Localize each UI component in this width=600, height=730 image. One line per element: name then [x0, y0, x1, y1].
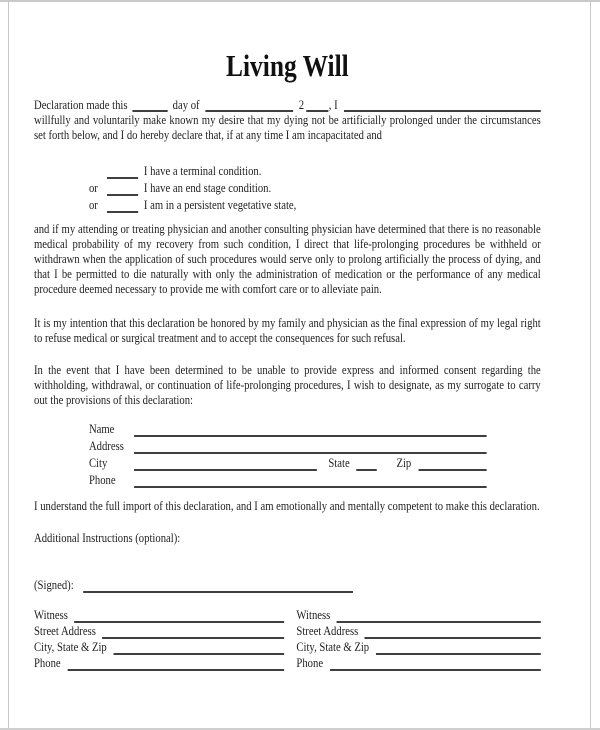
condition-row-vegetative [89, 196, 541, 213]
city-state-zip-label: City, State & Zip [296, 639, 370, 654]
intention-paragraph: It is my intention that this declaration be honored by my family and physician as the final expression of my legal right to refuse medical or surgical treatment and to accept the consequences for such refusal. [34, 315, 541, 345]
condition-row-terminal [89, 162, 541, 179]
witness-blank-line [74, 610, 284, 623]
opening-declaration [34, 97, 541, 142]
witness-phone-label: Phone [296, 655, 324, 670]
witness-block-2 [296, 607, 540, 671]
city-blank-line [134, 458, 317, 471]
condition-label: I have an end stage condition. [143, 180, 272, 195]
witness-blank-line [337, 610, 541, 623]
physician-determination-paragraph: and if my attending or treating physician and another consulting physician have determined that there is no reasonable medical probability of my recovery from such condition, I direct that life-prolonging procedures be withheld or withdrawn when the application of such procedures would serve only to prolong artificially the process of dying, and that I be permitted to die naturally with only the administration of medication or the performance of any medical procedure deemed necessary to provide me with comfort care or to alleviate pain. [34, 221, 541, 296]
address-blank-line [134, 441, 487, 454]
condition-or-text: or [88, 197, 98, 212]
year-blank-line [307, 99, 329, 112]
condition-initial-blank [107, 200, 138, 213]
street-address-blank-line [102, 626, 284, 639]
witness-phone-row [296, 655, 540, 671]
witness-city-state-zip-row [34, 639, 284, 655]
name-blank-line [134, 424, 487, 437]
surrogate-designation-paragraph: In the event that I have been determined to be unable to provide express and informed consent regarding the withholding, withdrawal, or continuation of life-prolonging procedures, I wish to designate, as my surrogate to carry out the provisions of this declaration: [34, 362, 541, 407]
witness-street-row [296, 623, 540, 639]
city-label: City [88, 455, 108, 470]
surrogate-address-row [89, 437, 487, 454]
surrogate-city-state-zip-row [89, 454, 487, 471]
signed-label: (Signed): [34, 577, 74, 592]
city-state-zip-blank-line [376, 642, 541, 655]
zip-label: Zip [396, 455, 412, 470]
city-state-zip-label: City, State & Zip [34, 639, 107, 654]
year-prefix-text: 2 [298, 97, 305, 112]
phone-label: Phone [88, 472, 116, 487]
surrogate-name-row [89, 420, 487, 437]
witness-label: Witness [296, 607, 331, 622]
condition-label: I have a terminal condition. [143, 163, 262, 178]
condition-initial-blank [107, 183, 138, 196]
state-blank-line [356, 458, 377, 471]
condition-or-text: or [88, 180, 98, 195]
condition-label: I am in a persistent vegetative state, [143, 197, 297, 212]
street-address-label: Street Address [34, 623, 96, 638]
condition-options [89, 162, 541, 213]
day-blank-line [132, 99, 167, 112]
declaration-opening-line [34, 97, 541, 112]
witness-phone-label: Phone [34, 655, 61, 670]
witness-name-row [34, 607, 284, 623]
witness-street-row [34, 623, 284, 639]
additional-instructions-label: Additional Instructions (optional): [34, 530, 181, 545]
document-title: Living Will [226, 48, 349, 83]
signature-row [34, 577, 541, 593]
competence-paragraph: I understand the full import of this declaration, and I am emotionally and mentally competent to make this declaration. [34, 498, 540, 513]
condition-initial-blank [107, 166, 138, 179]
witness-name-row [296, 607, 540, 623]
witness-label: Witness [34, 607, 68, 622]
document-content [34, 2, 541, 671]
street-address-label: Street Address [296, 623, 359, 638]
day-of-text: day of [172, 97, 200, 112]
month-blank-line [205, 99, 293, 112]
signature-blank-line [84, 580, 354, 593]
witness-city-state-zip-row [296, 639, 540, 655]
phone-blank-line [134, 475, 487, 488]
street-address-blank-line [365, 626, 541, 639]
city-state-zip-blank-line [113, 642, 284, 655]
address-label: Address [88, 438, 124, 453]
declaration-prefix-text: Declaration made this [34, 97, 128, 112]
witness-phone-blank-line [330, 658, 541, 671]
zip-blank-line [419, 458, 487, 471]
opening-declaration-body: willfully and voluntarily make known my desire that my dying not be artificially prolonged under the circumstances set forth below, and I do hereby declare that, if at any time I am incapacitated and [34, 112, 541, 142]
witness-phone-blank-line [67, 658, 284, 671]
witness-phone-row [34, 655, 284, 671]
state-label: State [328, 455, 350, 470]
surrogate-contact-fields [89, 420, 487, 488]
surrogate-phone-row [89, 471, 487, 488]
name-label: Name [88, 421, 115, 436]
condition-row-end-stage [89, 179, 541, 196]
witness-section [34, 607, 541, 671]
after-year-text: , I [328, 97, 338, 112]
declarant-name-blank-line [344, 99, 541, 112]
witness-block-1 [34, 607, 284, 671]
